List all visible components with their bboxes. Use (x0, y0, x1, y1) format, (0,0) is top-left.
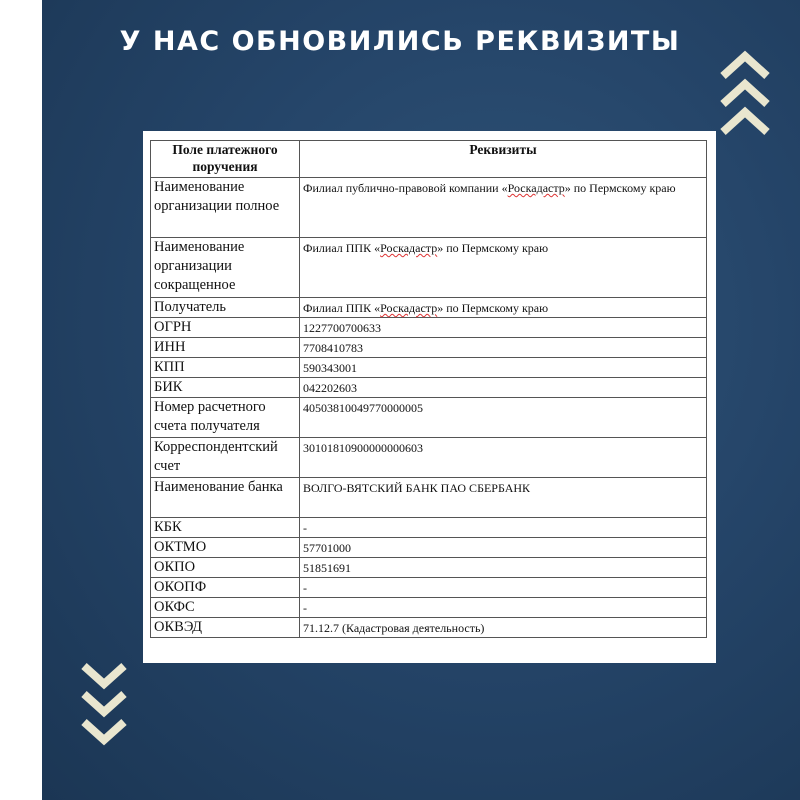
field-value: 71.12.7 (Кадастровая деятельность) (300, 618, 707, 638)
table-row (151, 578, 707, 598)
table-row (151, 378, 707, 398)
table-row (151, 318, 707, 338)
header-value: Реквизиты (300, 141, 707, 178)
field-value (300, 298, 707, 318)
table-row (151, 338, 707, 358)
field-name: Номер расчетного счета получателя (151, 398, 300, 438)
field-name: БИК (151, 378, 300, 398)
table-row (151, 178, 707, 238)
value-text: » по Пермскому краю (564, 181, 676, 195)
field-value: - (300, 578, 707, 598)
table-row (151, 238, 707, 298)
field-value: 57701000 (300, 538, 707, 558)
field-value (300, 238, 707, 298)
table-row (151, 598, 707, 618)
value-text: » по Пермскому краю (437, 301, 549, 315)
table-row (151, 398, 707, 438)
field-name: КБК (151, 518, 300, 538)
field-value: ВОЛГО-ВЯТСКИЙ БАНК ПАО СБЕРБАНК (300, 478, 707, 518)
value-text-marked: Роскадастр (380, 241, 438, 255)
table-row (151, 438, 707, 478)
table-body (151, 178, 707, 638)
field-name: Наименование организации сокращенное (151, 238, 300, 298)
field-name: Наименование банка (151, 478, 300, 518)
field-name: ИНН (151, 338, 300, 358)
field-name: Корреспондентский счет (151, 438, 300, 478)
table-row (151, 478, 707, 518)
value-text: Филиал публично-правовой компании « (303, 181, 508, 195)
requisites-document (143, 131, 716, 663)
field-value: 30101810900000000603 (300, 438, 707, 478)
field-name: Наименование организации полное (151, 178, 300, 238)
table-row (151, 358, 707, 378)
field-name: КПП (151, 358, 300, 378)
value-text-marked: Роскадастр (507, 181, 565, 195)
field-value: 40503810049770000005 (300, 398, 707, 438)
field-value: 1227700700633 (300, 318, 707, 338)
field-value: 042202603 (300, 378, 707, 398)
field-value: 590343001 (300, 358, 707, 378)
field-name: ОКФС (151, 598, 300, 618)
table-row (151, 518, 707, 538)
requisites-table (150, 140, 707, 638)
field-value: 51851691 (300, 558, 707, 578)
field-value: 7708410783 (300, 338, 707, 358)
page-title: У НАС ОБНОВИЛИСЬ РЕКВИЗИТЫ (119, 26, 681, 57)
table-row (151, 298, 707, 318)
field-name: ОГРН (151, 318, 300, 338)
chevrons-down-icon (80, 660, 136, 760)
value-text: » по Пермскому краю (437, 241, 549, 255)
field-value (300, 178, 707, 238)
table-header-row (151, 141, 707, 178)
value-text: Филиал ППК « (303, 301, 381, 315)
table-row (151, 618, 707, 638)
value-text-marked: Роскадастр (380, 301, 438, 315)
field-value: - (300, 598, 707, 618)
header-field: Поле платежного поручения (151, 141, 300, 178)
field-name: ОКОПФ (151, 578, 300, 598)
field-value: - (300, 518, 707, 538)
field-name: ОКТМО (151, 538, 300, 558)
value-text: Филиал ППК « (303, 241, 381, 255)
table-row (151, 538, 707, 558)
table-row (151, 558, 707, 578)
field-name: Получатель (151, 298, 300, 318)
field-name: ОКПО (151, 558, 300, 578)
field-name: ОКВЭД (151, 618, 300, 638)
chevrons-up-icon (717, 46, 773, 146)
